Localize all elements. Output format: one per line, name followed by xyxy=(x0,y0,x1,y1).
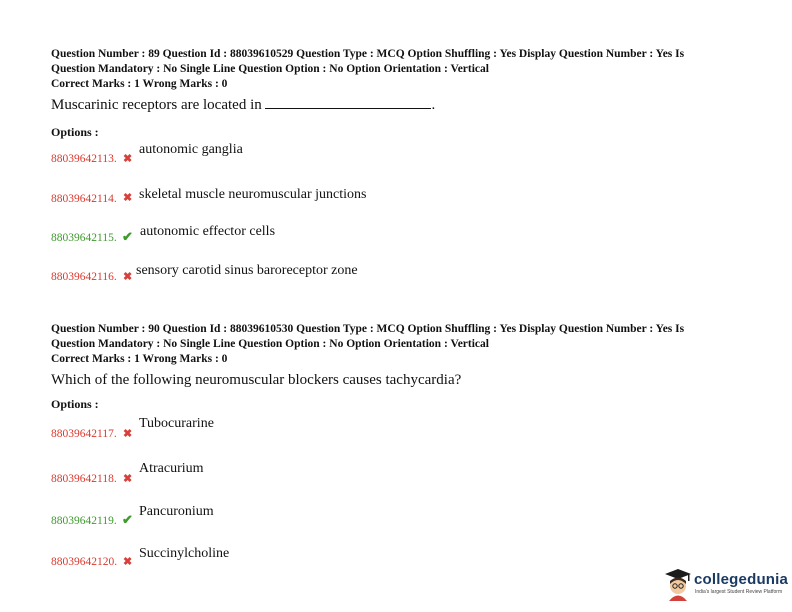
logo-tagline: India's largest Student Review Platform xyxy=(695,589,783,595)
option-text: skeletal muscle neuromuscular junctions xyxy=(139,187,367,202)
question-text: Muscarinic receptors are located in xyxy=(51,97,262,113)
option-id: 88039642117. xyxy=(51,428,117,440)
options-label: Options : xyxy=(51,397,99,411)
cross-icon: ✖ xyxy=(123,271,133,283)
cross-icon: ✖ xyxy=(123,153,133,165)
option-text: autonomic effector cells xyxy=(140,224,276,239)
meta-line-2: Question Mandatory : No Single Line Question Option : No Option Orientation : Vertical xyxy=(51,338,489,350)
cross-icon: ✖ xyxy=(123,192,133,204)
question-end: . xyxy=(431,97,436,113)
cross-icon: ✖ xyxy=(123,556,133,568)
option-text: Pancuronium xyxy=(139,504,214,519)
answer-blank xyxy=(265,96,431,109)
option-id: 88039642118. xyxy=(51,473,117,485)
marks-line: Correct Marks : 1 Wrong Marks : 0 xyxy=(51,353,228,365)
cross-icon: ✖ xyxy=(123,428,133,440)
option-text: Succinylcholine xyxy=(139,546,230,561)
option-id: 88039642116. xyxy=(51,271,117,283)
question-89-meta xyxy=(51,47,751,92)
option-text: Atracurium xyxy=(139,461,204,476)
meta-line-1: Question Number : 89 Question Id : 88039610529 Question Type : MCQ Option Shuffling : Yes Display Question Number : Yes Is xyxy=(51,48,685,60)
meta-line-1: Question Number : 90 Question Id : 88039610530 Question Type : MCQ Option Shuffling : Yes Display Question Number : Yes Is xyxy=(51,323,685,335)
option-text: Tubocurarine xyxy=(139,416,214,431)
option-text: sensory carotid sinus baroreceptor zone xyxy=(136,263,358,278)
option-id: 88039642114. xyxy=(51,193,117,205)
marks-line: Correct Marks : 1 Wrong Marks : 0 xyxy=(51,78,228,90)
option-id: 88039642115. xyxy=(51,232,117,244)
cross-icon: ✖ xyxy=(123,473,133,485)
question-90-meta xyxy=(51,322,751,367)
check-icon: ✔ xyxy=(122,512,133,527)
meta-line-2: Question Mandatory : No Single Line Question Option : No Option Orientation : Vertical xyxy=(51,63,489,75)
collegedunia-logo xyxy=(664,568,789,604)
option-id: 88039642120. xyxy=(51,556,118,568)
logo-name: collegedunia xyxy=(694,571,789,588)
option-text: autonomic ganglia xyxy=(139,142,243,157)
check-icon: ✔ xyxy=(122,229,133,244)
option-id: 88039642119. xyxy=(51,515,117,527)
options-label: Options : xyxy=(51,125,99,139)
option-id: 88039642113. xyxy=(51,153,117,165)
question-89-text xyxy=(51,96,435,114)
mascot-icon xyxy=(664,568,692,602)
question-90-text: Which of the following neuromuscular blockers causes tachycardia? xyxy=(51,372,462,388)
